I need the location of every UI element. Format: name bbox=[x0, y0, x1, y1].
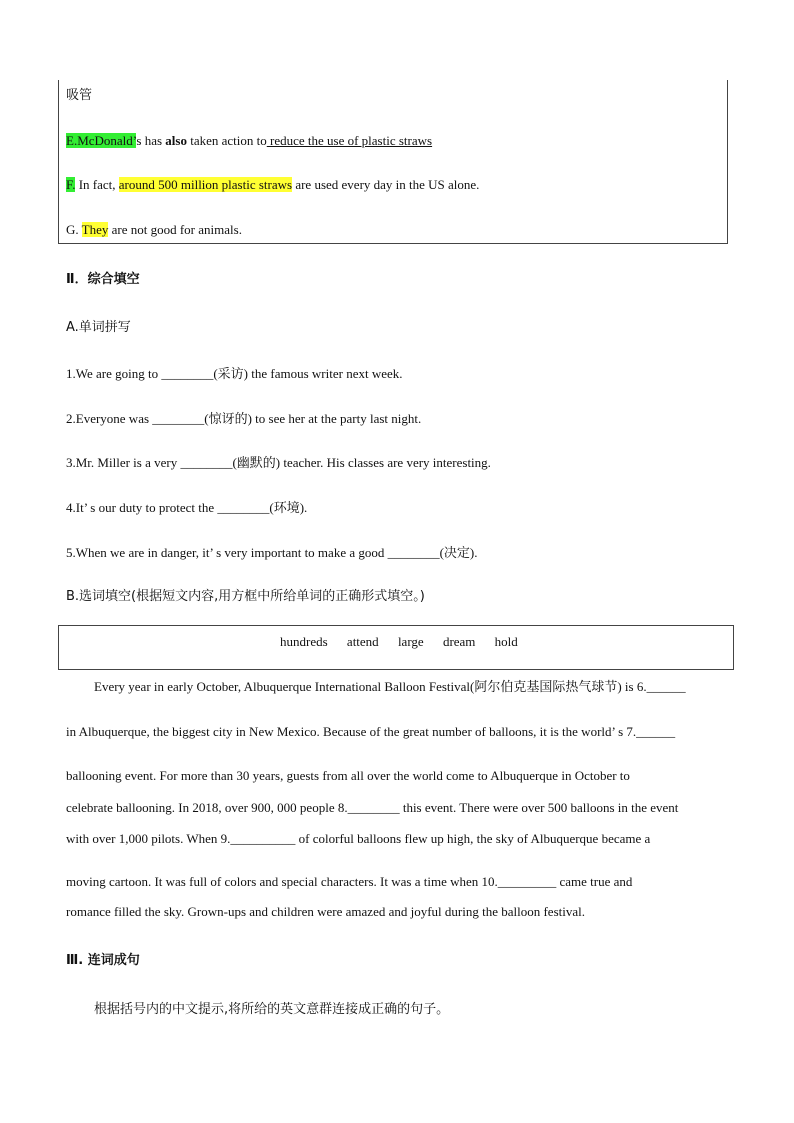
part-a-title: A.单词拼写 bbox=[66, 320, 131, 335]
option-e-bold: also bbox=[165, 133, 187, 148]
word-list bbox=[272, 634, 526, 650]
options-box bbox=[58, 80, 728, 244]
option-g-prefix: G. bbox=[66, 222, 82, 237]
passage-line-6: moving cartoon. It was full of colors and special characters. It was a time when 10._________ came true and bbox=[66, 874, 633, 889]
question-5: 5.When we are in danger, it’ s very important to make a good ________(决定). bbox=[66, 545, 478, 560]
word-item: attend bbox=[346, 634, 379, 649]
question-2: 2.Everyone was ________(惊讶的) to see her at the party last night. bbox=[66, 411, 422, 426]
section-3-instruction: 根据括号内的中文提示,将所给的英文意群连接成正确的句子。 bbox=[94, 1002, 450, 1017]
section-3-title: Ⅲ. 连词成句 bbox=[66, 953, 140, 968]
passage-line-1: Every year in early October, Albuquerque International Balloon Festival(阿尔伯克基国际热气球节) is 6.______ bbox=[94, 679, 686, 694]
question-4: 4.It’ s our duty to protect the ________(环境). bbox=[66, 500, 308, 515]
word-item: hundreds bbox=[280, 634, 328, 649]
word-item: hold bbox=[494, 634, 518, 649]
section-2-title: Ⅱ．综合填空 bbox=[66, 272, 140, 287]
word-item: dream bbox=[442, 634, 476, 649]
option-f-highlight: around 500 million plastic straws bbox=[118, 177, 293, 192]
box-line-chinese: 吸管 bbox=[66, 88, 93, 103]
option-e-text2: taken action to bbox=[186, 133, 267, 148]
option-f bbox=[66, 177, 479, 193]
option-e-highlight: E.McDonald’ bbox=[66, 133, 137, 148]
passage-line-3: ballooning event. For more than 30 years, guests from all over the world come to Albuquerque in October to bbox=[66, 768, 630, 783]
part-b-title: B.选词填空(根据短文内容,用方框中所给单词的正确形式填空。) bbox=[66, 589, 425, 604]
option-g bbox=[66, 222, 242, 238]
option-e-text1: s has bbox=[136, 133, 166, 148]
option-e-underlined: reduce the use of plastic straws bbox=[266, 133, 433, 148]
passage-line-5: with over 1,000 pilots. When 9.__________ of colorful balloons flew up high, the sky of Albuquerque became a bbox=[66, 831, 651, 846]
passage-line-2: in Albuquerque, the biggest city in New Mexico. Because of the great number of balloons, it is the world’ s 7.______ bbox=[66, 724, 676, 739]
passage-line-4: celebrate ballooning. In 2018, over 900, 000 people 8.________ this event. There were over 500 balloons in the event bbox=[66, 800, 679, 815]
option-f-text2: are used every day in the US alone. bbox=[292, 177, 480, 192]
option-g-highlight: They bbox=[81, 222, 109, 237]
question-1: 1.We are going to ________(采访) the famous writer next week. bbox=[66, 366, 403, 381]
passage-line-7: romance filled the sky. Grown-ups and children were amazed and joyful during the balloon festival. bbox=[66, 904, 585, 919]
option-f-text1: In fact, bbox=[75, 177, 119, 192]
option-g-text: are not good for animals. bbox=[108, 222, 242, 237]
option-f-letter: F. bbox=[66, 177, 76, 192]
question-3: 3.Mr. Miller is a very ________(幽默的) teacher. His classes are very interesting. bbox=[66, 455, 491, 470]
word-item: large bbox=[397, 634, 424, 649]
option-e bbox=[66, 133, 432, 149]
